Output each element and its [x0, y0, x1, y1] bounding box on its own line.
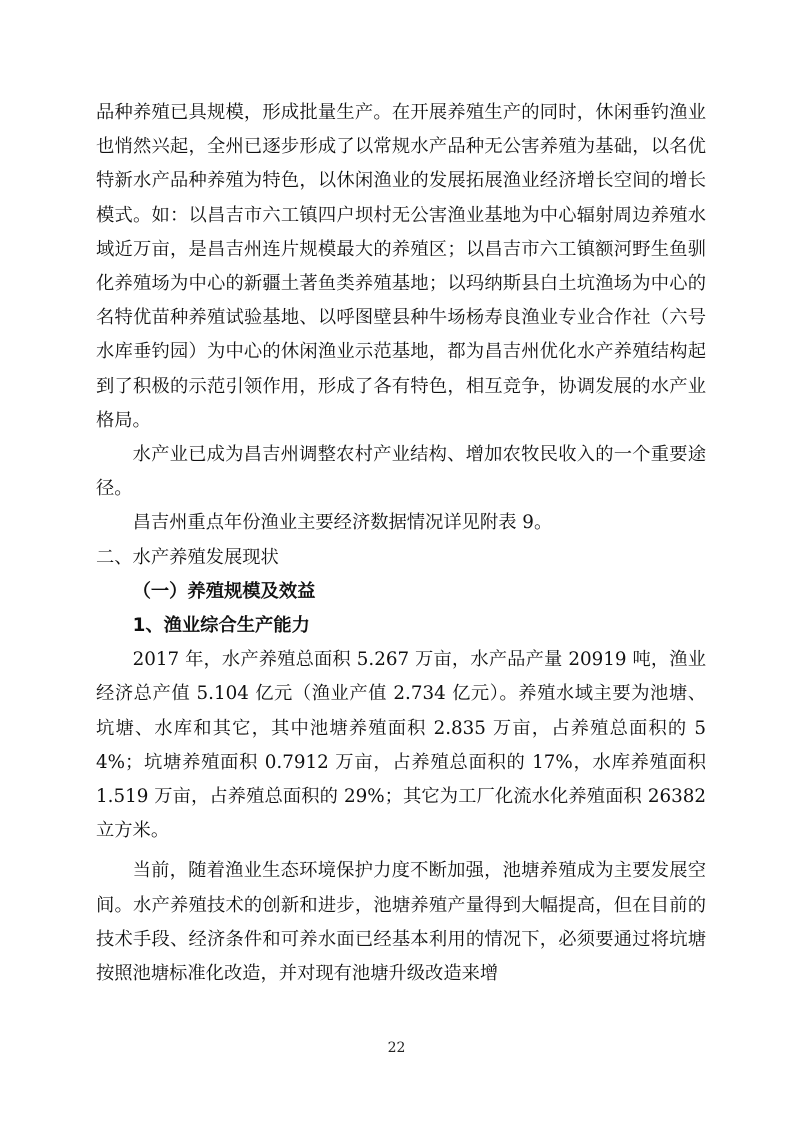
- paragraph-appendix-reference: 昌吉州重点年份渔业主要经济数据情况详见附表 9。: [132, 512, 553, 534]
- paragraph-pond-development: 当前，随着渔业生态环境保护力度不断加强，池塘养殖成为主要发展空间。水产养殖技术的创新和进步，池塘养殖产量得到大幅提高，但在目前的技术手段、经济条件和可养水面已经基本利用的情况下，必须要通过将坑塘按照池塘标准化改造，并对现有池塘升级改造来增: [96, 860, 706, 985]
- subsection-heading: （一）养殖规模及效益: [132, 580, 316, 602]
- document-body: [96, 96, 706, 991]
- subsubsection-heading: 1、渔业综合生产能力: [132, 615, 310, 637]
- paragraph-aquaculture-models: 品种养殖已具规模，形成批量生产。在开展养殖生产的同时，休闲垂钓渔业也悄然兴起，全州已逐步形成了以常规水产品种无公害养殖为基础，以名优特新水产品种养殖为特色，以休闲渔业的发展拓展渔业经济增长空间的增长模式。如：以昌吉市六工镇四户坝村无公害渔业基地为中心辐射周边养殖水域近万亩，是昌吉州连片规模最大的养殖区；以昌吉市六工镇额河野生鱼驯化养殖场为中心的新疆土著鱼类养殖基地；以玛纳斯县白土坑渔场为中心的名特优苗种养殖试验基地、以呼图壁县种牛场杨寿良渔业专业合作社（六号水库垂钓园）为中心的休闲渔业示范基地，都为昌吉州优化水产养殖结构起到了积极的示范引领作用，形成了各有特色，相互竞争，协调发展的水产业格局。: [96, 102, 706, 431]
- paragraph-production-capacity: 2017 年，水产养殖总面积 5.267 万亩，水产品产量 20919 吨，渔业经济总产值 5.104 亿元（渔业产值 2.734 亿元）。养殖水域主要为池塘、坑塘、水库和其它，其中池塘养殖面积 2.835 万亩，占养殖总面积的 54%；坑塘养殖面积 0.7912 万亩，占养殖总面积的 17%，水库养殖面积 1.519 万亩，占养殖总面积的 29%；其它为工厂化流水化养殖面积 26382 立方米。: [96, 649, 706, 842]
- section-heading: 二、水产养殖发展现状: [96, 546, 279, 568]
- paragraph-income-approach: 水产业已成为昌吉州调整农村产业结构、增加农牧民收入的一个重要途径。: [96, 444, 706, 500]
- page-number: 22: [387, 1040, 406, 1056]
